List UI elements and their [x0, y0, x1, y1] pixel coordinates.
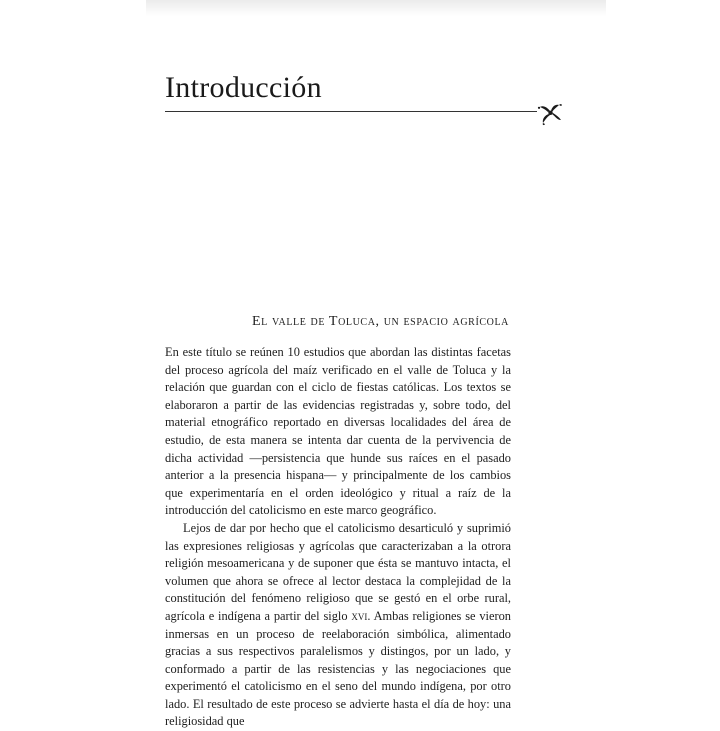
section-heading: El valle de Toluca, un espacio agrícola: [252, 314, 509, 329]
body-text: [165, 344, 511, 731]
title-rule: [165, 111, 537, 112]
floral-fleuron-icon: [534, 97, 566, 129]
paragraph-2: [165, 520, 511, 731]
paragraph-2-text-b: . Ambas religiones se vieron inmersas en un proceso de reelaboración simbólica, alimentado gracias a sus respectivos paralelismos y distingos, por un lado, y conformado a partir de las resistencias y las negociaciones que experimentó el catolicismo en el seno del mundo indígena, por otro lado. El resultado de este proceso se advierte hasta el día de hoy: una religiosidad que: [165, 608, 511, 729]
paragraph-1: En este título se reúnen 10 estudios que abordan las distintas facetas del proceso agrícola del maíz verificado en el valle de Toluca y la relación que guardan con el ciclo de fiestas católicas. Los textos se elaboraron a partir de las evidencias registradas y, sobre todo, del material etnográfico reportado en diversas localidades del área de estudio, de esta manera se intenta dar cuenta de la pervivencia de dicha actividad —persistencia que hunde sus raíces en el pasado anterior a la presencia hispana— y principalmente de los cambios que experimentaría en el orden ideológico y ritual a raíz de la introducción del catolicismo en este marco geográfico.: [165, 345, 511, 518]
century-small-caps: xvi: [351, 608, 368, 623]
chapter-title: Introducción: [165, 71, 322, 104]
scan-shadow: [146, 0, 606, 16]
paragraph-2-text-a: Lejos de dar por hecho que el catolicismo desarticuló y suprimió las expresiones religiosas y agrícolas que caracterizaban a la otrora religión mesoamericana y de suponer que ésta se mantuvo intacta, el volumen que ahora se ofrece al lector destaca la complejidad de la constitución del fenómeno religioso que se gestó en el orbe rural, agrícola e indígena a partir del siglo: [165, 520, 511, 623]
